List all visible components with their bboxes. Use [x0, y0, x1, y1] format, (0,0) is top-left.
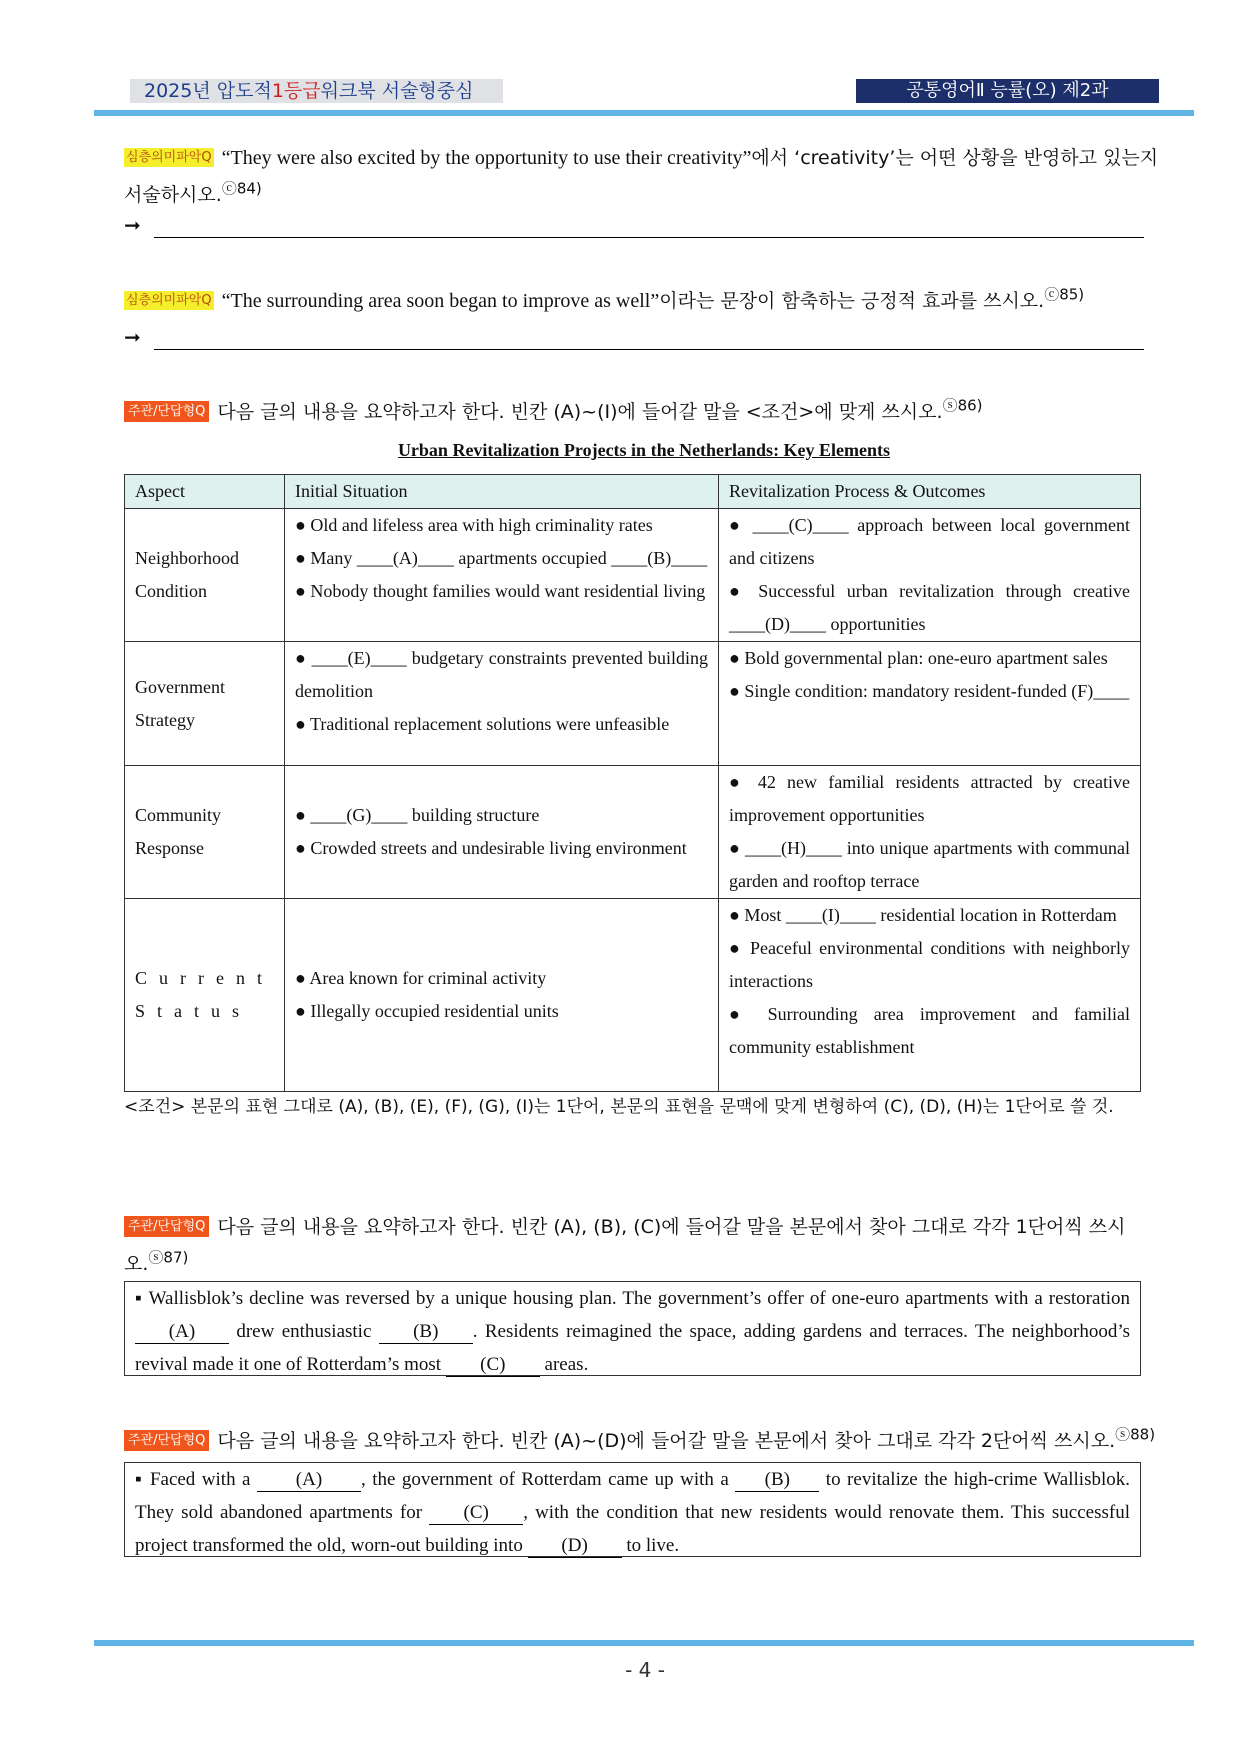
blank-a[interactable]: (A) — [135, 1321, 229, 1344]
question-text: 이라는 문장이 함축하는 긍정적 효과를 쓰시오. — [659, 290, 1045, 312]
lesson-title: 공통영어Ⅱ 능률(오) 제2과 — [856, 79, 1159, 103]
question-tag: 주관/단답형Q — [124, 401, 209, 422]
bullet: ● ____(E)____ budgetary constraints prevented building demolition — [294, 648, 708, 701]
question-88 — [124, 1424, 1164, 1461]
col-header-initial: Initial Situation — [284, 475, 718, 509]
summary-box-88: ▪ Faced with a (A) , the government of Rotterdam came up with a (B) to revitalize the high-crime Wallisblok. They sold abandoned apartments for (C) , with the condition that new residents would renovate them. This successful project transformed the old, worn-out building into (D) to live. — [124, 1462, 1141, 1557]
page-number: - 4 - — [625, 1658, 665, 1682]
question-mark: ⓢ88) — [1115, 1425, 1156, 1444]
bullet: ● 42 new familial residents attracted by creative improvement opportunities — [728, 772, 1131, 825]
bullet: ● ____(H)____ into unique apartments with communal garden and rooftop terrace — [728, 838, 1131, 891]
table-title: Urban Revitalization Projects in the Netherlands: Key Elements — [397, 440, 891, 460]
aspect-cell: Neighborhood Condition — [125, 509, 285, 642]
aspect-cell: Current Status — [125, 899, 285, 1092]
question-mark: ⓢ86) — [942, 396, 983, 415]
question-quote: “They were also excited by the opportunity to use their creativity” — [221, 147, 752, 169]
bullet: ● Peaceful environmental conditions with neighborly interactions — [728, 938, 1130, 991]
process-cell — [718, 509, 1140, 642]
question-mark: ⓒ84) — [221, 179, 262, 198]
table-header-row — [125, 475, 1141, 509]
initial-cell — [284, 509, 718, 642]
question-tag: 주관/단답형Q — [124, 1216, 209, 1237]
process-cell — [718, 766, 1140, 899]
bullet: ● ____(C)____ approach between local government and citizens — [728, 515, 1130, 568]
bullet: ● Bold governmental plan: one-euro apartment sales — [728, 648, 1108, 668]
question-87 — [124, 1210, 1164, 1281]
answer-line-85[interactable] — [124, 325, 1144, 355]
aspect-cell: Community Response — [125, 766, 285, 899]
question-84 — [124, 141, 1164, 212]
col-header-aspect: Aspect — [125, 475, 285, 509]
workbook-title: 2025년 압도적1등급워크북 서술형중심 — [130, 79, 503, 103]
question-85 — [124, 284, 1164, 321]
table-row — [125, 899, 1141, 1092]
table-row — [125, 509, 1141, 642]
question-text: 다음 글의 내용을 요약하고자 한다. 빈칸 (A), (B), (C)에 들어갈 말을 본문에서 찾아 그대로 각각 1단어씩 쓰시오. — [124, 1216, 1126, 1275]
header-divider — [94, 110, 1194, 116]
aspect-cell: Government Strategy — [125, 642, 285, 766]
initial-cell — [284, 899, 718, 1092]
process-cell — [718, 642, 1140, 766]
process-cell — [718, 899, 1140, 1092]
arrow-icon: ➞ — [124, 213, 141, 237]
question-text: 다음 글의 내용을 요약하고자 한다. 빈칸 (A)~(I)에 들어갈 말을 <조건>에 맞게 쓰시오. — [217, 401, 943, 423]
initial-cell — [284, 766, 718, 899]
question-quote: “The surrounding area soon began to improve as well” — [221, 290, 660, 312]
initial-cell — [284, 642, 718, 766]
blank-b[interactable]: (B) — [735, 1469, 819, 1492]
bullet: ● Successful urban revitalization through creative ____(D)____ opportunities — [728, 581, 1130, 634]
answer-line-84[interactable] — [124, 213, 1144, 243]
question-tag: 심층의미파악Q — [126, 293, 212, 308]
bullet: ● Illegally occupied residential units — [294, 1001, 559, 1021]
question-86 — [124, 395, 1164, 432]
bullet: ● Most ____(I)____ residential location in Rotterdam — [728, 905, 1117, 925]
arrow-icon: ➞ — [124, 325, 141, 349]
bullet: ● Nobody thought families would want residential living — [294, 581, 706, 601]
bullet: ● Single condition: mandatory resident-funded (F)____ — [728, 681, 1130, 701]
question-mark: ⓢ87) — [148, 1248, 189, 1267]
bullet: ● ____(G)____ building structure — [294, 805, 540, 825]
bullet: ● Area known for criminal activity — [294, 968, 547, 988]
bullet: ● Surrounding area improvement and familial community establishment — [728, 1004, 1131, 1057]
bullet: ● Traditional replacement solutions were unfeasible — [294, 714, 670, 734]
question-mark: ⓒ85) — [1044, 285, 1085, 304]
footer-divider — [94, 1640, 1194, 1646]
bullet: ● Old and lifeless area with high criminality rates — [294, 515, 653, 535]
blank-d[interactable]: (D) — [528, 1535, 622, 1558]
col-header-process: Revitalization Process & Outcomes — [718, 475, 1140, 509]
table-row — [125, 642, 1141, 766]
question-text: 다음 글의 내용을 요약하고자 한다. 빈칸 (A)~(D)에 들어갈 말을 본문에서 찾아 그대로 각각 2단어씩 쓰시오. — [217, 1430, 1116, 1452]
bullet: ● Many ____(A)____ apartments occupied ____(B)____ — [294, 548, 708, 568]
blank-b[interactable]: (B) — [379, 1321, 473, 1344]
table-row — [125, 766, 1141, 899]
blank-c[interactable]: (C) — [429, 1502, 523, 1525]
summary-table — [124, 474, 1141, 1092]
question-text: 에서 ‘creativity’는 어떤 상황을 반영하고 있는지 서술하시오. — [124, 147, 1159, 206]
bullet: ● Crowded streets and undesirable living environment — [294, 838, 687, 858]
blank-c[interactable]: (C) — [446, 1354, 540, 1377]
question-tag: 주관/단답형Q — [124, 1430, 209, 1451]
question-tag: 심층의미파악Q — [126, 150, 212, 165]
blank-a[interactable]: (A) — [257, 1469, 361, 1492]
summary-box-87: ▪ Wallisblok’s decline was reversed by a unique housing plan. The government’s offer of one-euro apartments with a restoration (A) drew enthusiastic (B) . Residents reimagined the space, adding gardens and terraces. The neighborhood’s revival made it one of Rotterdam’s most (C) areas. — [124, 1281, 1141, 1376]
answer-condition: <조건> 본문의 표현 그대로 (A), (B), (E), (F), (G), (I)는 1단어, 본문의 표현을 문맥에 맞게 변형하여 (C), (D), (H)는 1단어로 쓸 것. — [124, 1097, 1114, 1117]
